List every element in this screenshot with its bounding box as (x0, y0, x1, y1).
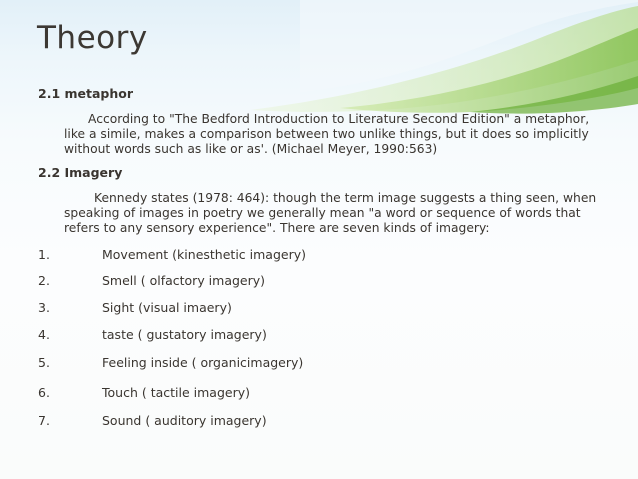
imagery-paragraph: Kennedy states (1978: 464): though the term image suggests a thing seen, when speaking of images in poetry we generally mean "a word or sequence of words that refers to any sensory experience". There are seven kinds of imagery: (64, 191, 597, 235)
metaphor-paragraph: According to "The Bedford Introduction to Literature Second Edition" a metaphor, like a simile, makes a comparison between two unlike things, but it does so implicitly without words such as like or as'. (Michael Meyer, 1990:563) (64, 112, 590, 156)
list-label: Sight (visual imaery) (102, 300, 232, 315)
list-label: Movement (kinesthetic imagery) (102, 247, 306, 262)
section-heading-metaphor: 2.1 metaphor (38, 86, 134, 101)
list-number: 7. (38, 413, 50, 428)
list-label: Smell ( olfactory imagery) (102, 273, 266, 288)
list-label: taste ( gustatory imagery) (102, 327, 267, 342)
imagery-section (38, 165, 598, 236)
list-label: Sound ( auditory imagery) (102, 413, 267, 428)
list-label: Feeling inside ( organicimagery) (102, 355, 304, 370)
list-label: Touch ( tactile imagery) (102, 385, 250, 400)
list-number: 1. (38, 247, 50, 262)
section-heading-imagery: 2.2 Imagery (38, 165, 123, 180)
list-number: 6. (38, 385, 50, 400)
list-number: 3. (38, 300, 50, 315)
list-number: 4. (38, 327, 50, 342)
slide-title: Theory (37, 20, 148, 56)
metaphor-section (38, 86, 598, 157)
list-number: 5. (38, 355, 50, 370)
list-number: 2. (38, 273, 50, 288)
